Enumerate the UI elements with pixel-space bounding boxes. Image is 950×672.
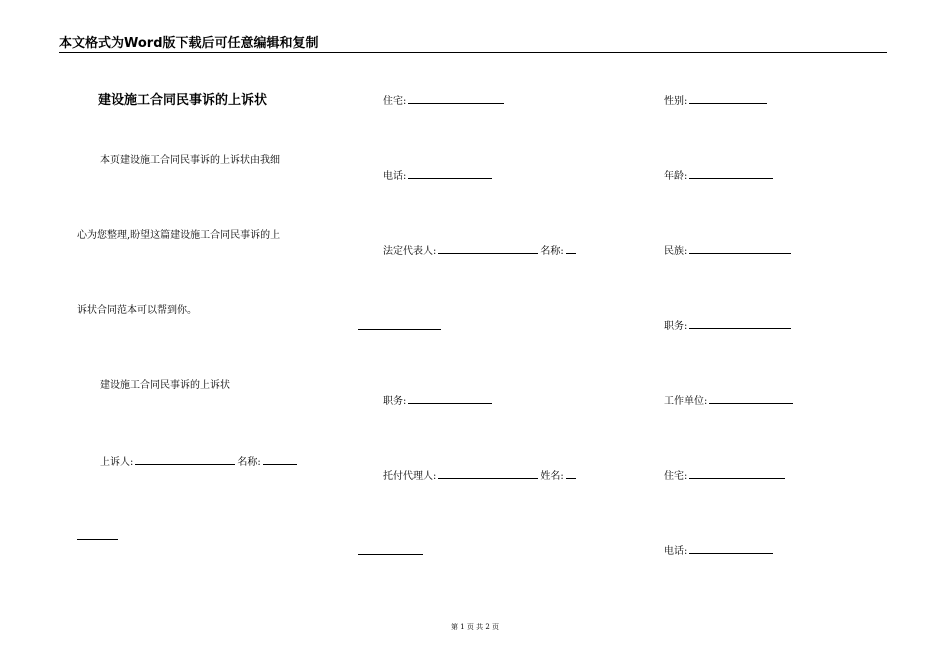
footer-suffix: 页 bbox=[492, 623, 500, 631]
agent-name-blank-continued bbox=[358, 554, 423, 555]
phone-label-2: 电话: bbox=[664, 546, 688, 557]
appellant-label: 上诉人: bbox=[100, 457, 134, 468]
legal-representative-blank bbox=[438, 244, 538, 254]
residence-field-2 bbox=[664, 469, 787, 483]
residence-blank bbox=[408, 94, 504, 104]
appellant-field bbox=[100, 455, 299, 469]
page-footer bbox=[0, 623, 950, 632]
phone-label: 电话: bbox=[383, 171, 407, 182]
age-label: 年龄: bbox=[664, 171, 688, 182]
residence-blank-2 bbox=[689, 469, 785, 479]
ethnicity-label: 民族: bbox=[664, 246, 688, 257]
agent-field bbox=[383, 469, 578, 483]
appellant-name-blank-continued bbox=[77, 539, 118, 540]
age-field bbox=[664, 169, 775, 183]
footer-prefix: 第 bbox=[450, 623, 458, 631]
legal-representative-name-label: 名称: bbox=[540, 246, 564, 257]
section-subtitle: 建设施工合同民事诉的上诉状 bbox=[100, 380, 230, 391]
gender-label: 性别: bbox=[664, 96, 688, 107]
intro-paragraph-line-2: 心为您整理,盼望这篇建设施工合同民事诉的上 bbox=[77, 230, 281, 241]
footer-page-number: 1 bbox=[460, 623, 465, 631]
employer-field bbox=[664, 394, 795, 408]
ethnicity-blank bbox=[689, 244, 791, 254]
document-title: 建设施工合同民事诉的上诉状 bbox=[98, 93, 268, 108]
residence-label-2: 住宅: bbox=[664, 471, 688, 482]
document-header: 本文格式为Word版下载后可任意编辑和复制 bbox=[59, 36, 319, 51]
position-blank-2 bbox=[689, 319, 791, 329]
agent-label: 托付代理人: bbox=[383, 471, 437, 482]
gender-blank bbox=[689, 94, 767, 104]
residence-label: 住宅: bbox=[383, 96, 407, 107]
appellant-name-label: 名称: bbox=[237, 457, 261, 468]
legal-representative-label: 法定代表人: bbox=[383, 246, 437, 257]
footer-total-pages: 2 bbox=[485, 623, 490, 631]
position-label: 职务: bbox=[383, 396, 407, 407]
gender-field bbox=[664, 94, 769, 108]
legal-representative-field bbox=[383, 244, 578, 258]
appellant-name-blank bbox=[263, 455, 297, 465]
phone-field bbox=[383, 169, 494, 183]
employer-label: 工作单位: bbox=[664, 396, 708, 407]
legal-representative-name-blank bbox=[566, 244, 576, 254]
agent-name-blank bbox=[566, 469, 576, 479]
position-field bbox=[383, 394, 494, 408]
intro-paragraph-line-1: 本页建设施工合同民事诉的上诉状由我细 bbox=[100, 155, 280, 166]
position-blank bbox=[408, 394, 492, 404]
ethnicity-field bbox=[664, 244, 793, 258]
agent-blank bbox=[438, 469, 538, 479]
phone-blank-2 bbox=[689, 544, 773, 554]
intro-paragraph-line-3: 诉状合同范本可以帮到你。 bbox=[77, 305, 197, 316]
employer-blank bbox=[709, 394, 793, 404]
phone-blank bbox=[408, 169, 492, 179]
header-rule bbox=[59, 52, 887, 53]
age-blank bbox=[689, 169, 773, 179]
footer-mid: 页 共 bbox=[466, 623, 484, 631]
phone-field-2 bbox=[664, 544, 775, 558]
legal-representative-name-blank-continued bbox=[358, 329, 441, 330]
position-field-2 bbox=[664, 319, 793, 333]
agent-name-label: 姓名: bbox=[540, 471, 564, 482]
appellant-blank bbox=[135, 455, 235, 465]
position-label-2: 职务: bbox=[664, 321, 688, 332]
residence-field bbox=[383, 94, 506, 108]
